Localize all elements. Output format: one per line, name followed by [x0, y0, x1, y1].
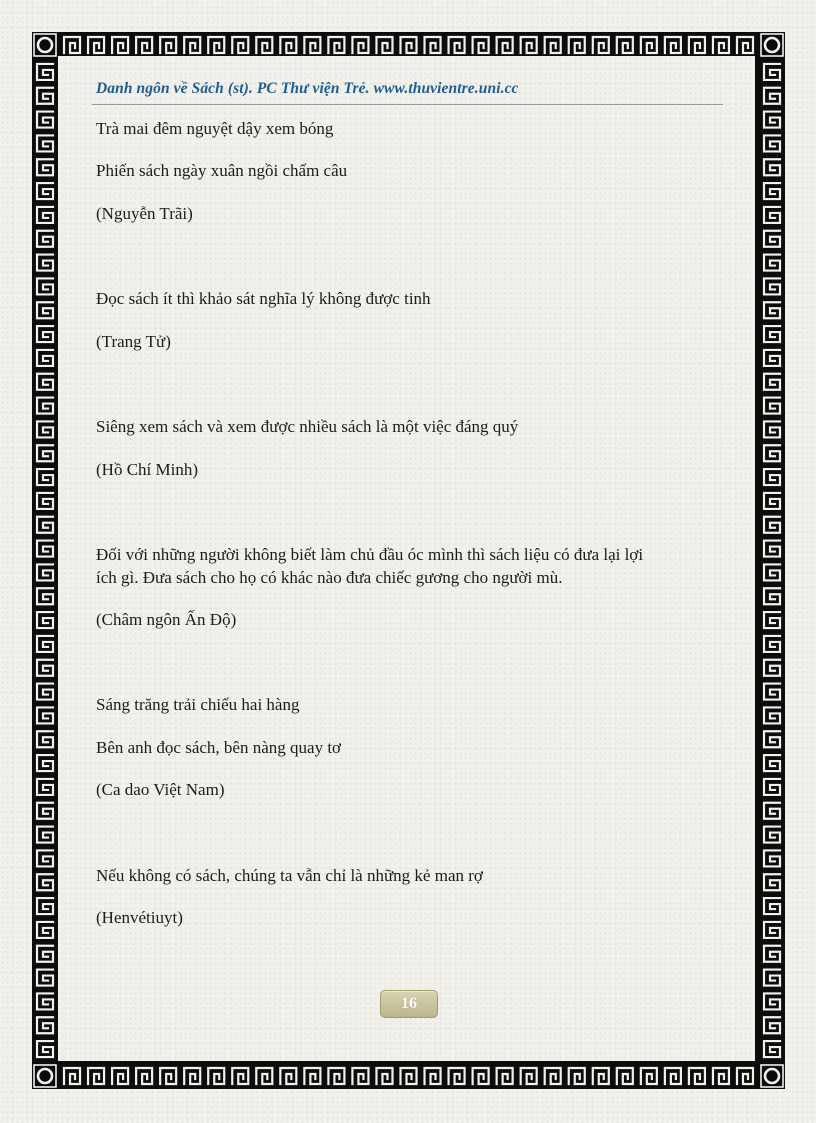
- left-border-key: [37, 278, 53, 294]
- top-border-key: [689, 37, 705, 53]
- right-border-key: [764, 135, 780, 151]
- left-border-key: [37, 445, 53, 461]
- header-divider: [92, 104, 723, 105]
- bottom-border-key: [593, 1068, 609, 1084]
- left-border-key: [37, 255, 53, 271]
- top-border-key: [593, 37, 609, 53]
- right-border-key: [764, 874, 780, 890]
- top-border-key: [280, 37, 296, 53]
- left-border-key: [37, 159, 53, 175]
- right-border-key: [764, 64, 780, 80]
- quote-author: (Trang Tử): [96, 332, 171, 351]
- top-border-key: [401, 37, 417, 53]
- right-border-key: [764, 684, 780, 700]
- top-border-key: [497, 37, 513, 53]
- page-header: Danh ngôn về Sách (st). PC Thư viện Trẻ. www.thuvientre.uni.cc: [96, 80, 519, 97]
- quote-author: (Henvétiuyt): [96, 908, 183, 927]
- top-border-key: [617, 37, 633, 53]
- quote-author: (Hồ Chí Minh): [96, 460, 198, 479]
- top-border-key: [304, 37, 320, 53]
- left-border-key: [37, 827, 53, 843]
- left-border-key: [37, 612, 53, 628]
- right-border-key: [764, 588, 780, 604]
- right-border-key: [764, 1017, 780, 1033]
- quote-line: Phiến sách ngày xuân ngồi chấm câu: [96, 161, 348, 180]
- top-border-key: [184, 37, 200, 53]
- right-border-key: [764, 421, 780, 437]
- left-border-key: [37, 970, 53, 986]
- bottom-border-key: [665, 1068, 681, 1084]
- bottom-border-key: [545, 1068, 561, 1084]
- left-border-key: [37, 183, 53, 199]
- quote-line: Trà mai đêm nguyệt dậy xem bóng: [96, 119, 334, 138]
- left-border-key: [37, 636, 53, 652]
- right-border-key: [764, 731, 780, 747]
- right-border-key: [764, 803, 780, 819]
- top-border-key: [64, 37, 80, 53]
- top-border-key: [376, 37, 392, 53]
- right-border-key: [764, 159, 780, 175]
- left-border-key: [37, 398, 53, 414]
- left-border-key: [37, 207, 53, 223]
- left-border-key: [37, 874, 53, 890]
- left-border-key: [37, 135, 53, 151]
- right-border-key: [764, 326, 780, 342]
- left-border-key: [37, 660, 53, 676]
- right-border-key: [764, 779, 780, 795]
- top-border-key: [713, 37, 729, 53]
- right-border-key: [764, 827, 780, 843]
- bottom-border-key: [473, 1068, 489, 1084]
- left-border-key: [37, 421, 53, 437]
- top-border-key: [641, 37, 657, 53]
- left-border-key: [37, 88, 53, 104]
- quote-line: Siêng xem sách và xem được nhiều sách là một việc đáng quý: [96, 417, 519, 436]
- left-border-key: [37, 469, 53, 485]
- top-border-key: [112, 37, 128, 53]
- left-border-key: [37, 326, 53, 342]
- page-number-badge: 16: [380, 990, 438, 1018]
- left-border-key: [37, 493, 53, 509]
- right-border-key: [764, 993, 780, 1009]
- bottom-border-key: [256, 1068, 272, 1084]
- left-border-key: [37, 350, 53, 366]
- quote-author: (Ca dao Việt Nam): [96, 780, 225, 799]
- bottom-border-key: [449, 1068, 465, 1084]
- left-border-key: [37, 588, 53, 604]
- right-border-key: [764, 398, 780, 414]
- left-border-key: [37, 850, 53, 866]
- left-border-key: [37, 112, 53, 128]
- right-border-key: [764, 970, 780, 986]
- bottom-border-key: [713, 1068, 729, 1084]
- top-border-key: [473, 37, 489, 53]
- quote-line: Nếu không có sách, chúng ta vẫn chỉ là những kẻ man rợ: [96, 866, 483, 885]
- corner-ornament: [38, 1069, 52, 1083]
- top-border-key: [545, 37, 561, 53]
- left-border-key: [37, 564, 53, 580]
- top-border-key: [569, 37, 585, 53]
- bottom-border-key: [376, 1068, 392, 1084]
- top-border-key: [232, 37, 248, 53]
- right-border-key: [764, 517, 780, 533]
- bottom-border-key: [112, 1068, 128, 1084]
- bottom-border-key: [352, 1068, 368, 1084]
- left-border-key: [37, 803, 53, 819]
- bottom-border-key: [401, 1068, 417, 1084]
- quote-author: (Châm ngôn Ấn Độ): [96, 610, 237, 629]
- top-border-key: [425, 37, 441, 53]
- bottom-border-key: [521, 1068, 537, 1084]
- corner-ornament: [765, 1069, 779, 1083]
- bottom-border-key: [88, 1068, 104, 1084]
- left-border-key: [37, 993, 53, 1009]
- bottom-border-key: [184, 1068, 200, 1084]
- bottom-border-key: [160, 1068, 176, 1084]
- right-border-key: [764, 469, 780, 485]
- left-border-key: [37, 946, 53, 962]
- right-border-key: [764, 88, 780, 104]
- bottom-border-key: [280, 1068, 296, 1084]
- right-border-key: [764, 255, 780, 271]
- top-border-key: [521, 37, 537, 53]
- right-border-key: [764, 850, 780, 866]
- quote-line: ích gì. Đưa sách cho họ có khác nào đưa chiếc gương cho người mù.: [96, 568, 563, 587]
- right-border-key: [764, 112, 780, 128]
- bottom-border-key: [641, 1068, 657, 1084]
- left-border-key: [37, 1017, 53, 1033]
- bottom-border-key: [304, 1068, 320, 1084]
- right-border-key: [764, 636, 780, 652]
- bottom-border-key: [617, 1068, 633, 1084]
- right-border-key: [764, 278, 780, 294]
- bottom-border-key: [737, 1068, 753, 1084]
- left-border-key: [37, 731, 53, 747]
- bottom-border-key: [689, 1068, 705, 1084]
- bottom-border-key: [232, 1068, 248, 1084]
- bottom-border-key: [208, 1068, 224, 1084]
- left-border-key: [37, 1041, 53, 1057]
- right-border-key: [764, 707, 780, 723]
- corner-ornament: [765, 38, 779, 52]
- bottom-border-key: [569, 1068, 585, 1084]
- left-border-key: [37, 517, 53, 533]
- top-border-key: [328, 37, 344, 53]
- right-border-key: [764, 1041, 780, 1057]
- left-border-key: [37, 541, 53, 557]
- bottom-border-key: [328, 1068, 344, 1084]
- left-border-key: [37, 898, 53, 914]
- right-border-key: [764, 445, 780, 461]
- right-border-key: [764, 922, 780, 938]
- right-border-key: [764, 612, 780, 628]
- left-border-key: [37, 779, 53, 795]
- quote-author: (Nguyễn Trãi): [96, 204, 193, 223]
- left-border-key: [37, 302, 53, 318]
- right-border-key: [764, 207, 780, 223]
- top-border-key: [88, 37, 104, 53]
- right-border-key: [764, 541, 780, 557]
- bottom-border-key: [425, 1068, 441, 1084]
- quote-line: Đọc sách ít thì khảo sát nghĩa lý không được tinh: [96, 289, 431, 308]
- right-border-key: [764, 493, 780, 509]
- top-border-key: [160, 37, 176, 53]
- left-border-key: [37, 374, 53, 390]
- right-border-key: [764, 946, 780, 962]
- corner-ornament: [38, 38, 52, 52]
- bottom-border-key: [497, 1068, 513, 1084]
- right-border-key: [764, 660, 780, 676]
- right-border-key: [764, 183, 780, 199]
- right-border-key: [764, 350, 780, 366]
- top-border-key: [737, 37, 753, 53]
- top-border-key: [256, 37, 272, 53]
- bottom-border-key: [64, 1068, 80, 1084]
- quote-line: Bên anh đọc sách, bên nàng quay tơ: [96, 738, 342, 757]
- left-border-key: [37, 684, 53, 700]
- top-border-key: [665, 37, 681, 53]
- left-border-key: [37, 922, 53, 938]
- left-border-key: [37, 64, 53, 80]
- top-border-key: [208, 37, 224, 53]
- right-border-key: [764, 755, 780, 771]
- bottom-border-key: [136, 1068, 152, 1084]
- right-border-key: [764, 898, 780, 914]
- quote-line: Sáng trăng trải chiếu hai hàng: [96, 695, 300, 714]
- right-border-key: [764, 231, 780, 247]
- right-border-key: [764, 564, 780, 580]
- top-border-key: [449, 37, 465, 53]
- right-border-key: [764, 302, 780, 318]
- quote-line: Đối với những người không biết làm chủ đầu óc mình thì sách liệu có đưa lại lợi: [96, 545, 644, 564]
- left-border-key: [37, 231, 53, 247]
- top-border-key: [136, 37, 152, 53]
- right-border-key: [764, 374, 780, 390]
- left-border-key: [37, 707, 53, 723]
- top-border-key: [352, 37, 368, 53]
- left-border-key: [37, 755, 53, 771]
